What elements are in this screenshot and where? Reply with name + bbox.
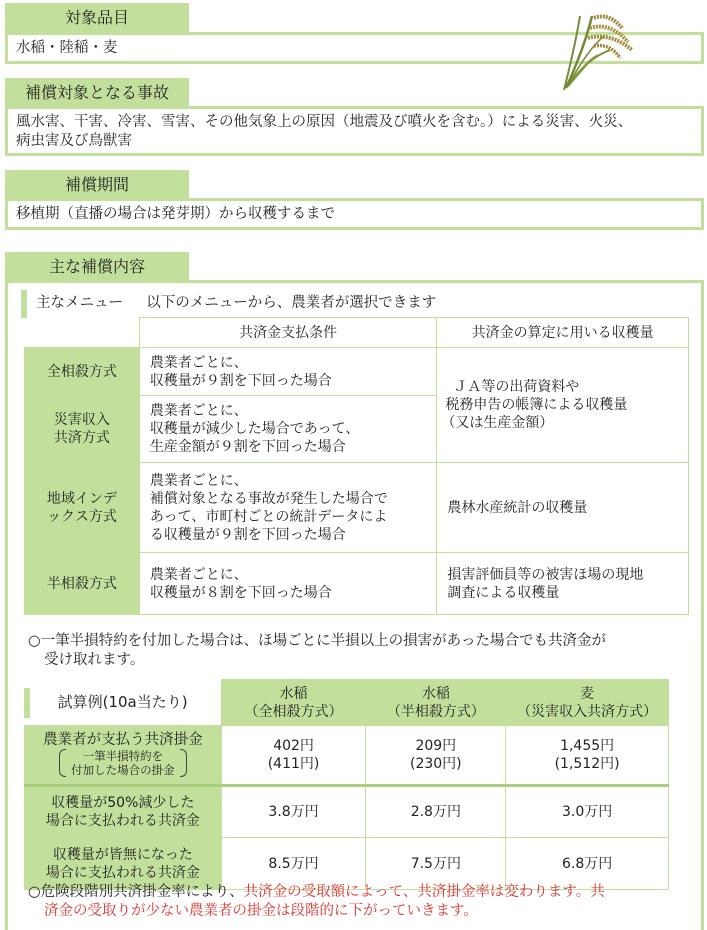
section-title-target-items: 対象品目 xyxy=(5,3,189,33)
row-label-line1: 収穫量が皆無になった xyxy=(52,846,193,863)
example-label: 試算例(10a当たり) xyxy=(57,693,188,712)
condition-line: 補償対象となる事故が発生した場合で xyxy=(149,490,388,507)
menu-label: 主なメニュー xyxy=(36,295,123,311)
name-line: 共済方式 xyxy=(53,430,110,446)
row-label-line2: 場合に支払われる共済金 xyxy=(45,864,200,881)
menu-row-full-offset xyxy=(25,348,689,396)
col-crop: 麦 xyxy=(580,685,595,702)
cell-value: 402円 xyxy=(273,738,314,754)
section-title-covered-accidents: 補償対象となる事故 xyxy=(5,78,189,108)
cell-subvalue: (230円) xyxy=(410,756,462,772)
rate-note-prefix: ○危険段階別共済掛金率により、 xyxy=(28,884,244,900)
calc-line: ＪＡ等の出荷資料や xyxy=(453,379,580,395)
menu-row-condition xyxy=(139,553,437,615)
menu-row-name xyxy=(25,396,140,463)
example-row-label xyxy=(25,726,222,786)
example-cell xyxy=(506,726,669,786)
menu-row-half-offset xyxy=(25,553,689,615)
coverage-period-text: 移植期（直播の場合は発芽期）から収穫するまで xyxy=(16,206,335,222)
row-label-line1: 収穫量が50%減少した xyxy=(51,795,195,811)
condition-line: 収穫量が９割を下回った場合 xyxy=(149,372,332,389)
example-col-header xyxy=(366,680,506,726)
covered-accidents-box xyxy=(5,106,704,156)
example-cell: 8.5万円 xyxy=(221,838,366,890)
condition-line: 農業者ごとに、 xyxy=(149,472,248,489)
name-line: ックス方式 xyxy=(46,508,117,525)
example-table xyxy=(24,679,669,890)
cell-subvalue: (411円) xyxy=(267,756,320,772)
example-cell: 2.8万円 xyxy=(366,786,506,838)
condition-line: 生産金額が９割を下回った場合 xyxy=(149,439,346,455)
example-cell xyxy=(221,726,366,786)
condition-line: 農業者ごとに、 xyxy=(149,354,248,371)
row-label-line2: 場合に支払われる共済金 xyxy=(45,813,200,829)
menu-row-calc xyxy=(437,463,689,553)
example-col-header xyxy=(506,680,669,726)
condition-line: る収穫量が９割を下回った場合 xyxy=(149,526,346,543)
condition-line: 農業者ごとに、 xyxy=(149,403,248,419)
calc-line: 損害評価員等の被害ほ場の現地 xyxy=(447,566,644,583)
rate-note-red-line1: 共済金の受取額によって、共済掛金率は変わります。共 xyxy=(243,884,605,900)
rate-note-red-line2: 済金の受取りが少ない農業者の掛金は段階的に下がっていきます。 xyxy=(44,903,478,919)
example-row-label xyxy=(25,786,222,838)
example-cell: 6.8万円 xyxy=(506,838,669,890)
menu-row-condition xyxy=(139,396,437,463)
menu-header-condition: 共済金支払条件 xyxy=(139,318,437,348)
section-title-main-coverage: 主な補償内容 xyxy=(5,252,189,284)
premium-sublabel-line1: 一筆半損特約を xyxy=(82,749,164,763)
example-col-header xyxy=(221,680,366,726)
col-method: （全相殺方式） xyxy=(244,703,343,720)
half-loss-note-line1: ○一筆半損特約を付加した場合は、ほ場ごとに半損以上の損害があった場合でも共済金が xyxy=(28,633,607,649)
example-row-label xyxy=(25,838,222,890)
col-method: （半相殺方式） xyxy=(386,703,485,720)
premium-label: 農業者が支払う共済掛金 xyxy=(43,732,203,748)
premium-sublabel-line2: 付加した場合の掛金 xyxy=(71,763,175,777)
coverage-period-box xyxy=(5,198,704,230)
example-row-premium xyxy=(25,726,669,786)
example-cell xyxy=(366,726,506,786)
condition-line: 収穫量が８割を下回った場合 xyxy=(149,584,332,601)
col-crop: 水稲 xyxy=(421,685,450,702)
covered-accidents-line1: 風水害、干害、冷害、雪害、その他気象上の原因（地震及び噴火を含む。）による災害、火災、 xyxy=(16,114,633,130)
section-title-coverage-period: 補償期間 xyxy=(5,170,189,200)
calc-line: 農林水産統計の収穫量 xyxy=(447,499,588,516)
menu-table xyxy=(24,317,689,615)
example-row-total-loss xyxy=(25,838,669,890)
condition-line: 収穫量が減少した場合であって、 xyxy=(149,421,360,437)
condition-line: 農業者ごとに、 xyxy=(149,566,248,583)
menu-shared-calc xyxy=(437,348,689,463)
menu-row-name xyxy=(25,463,140,553)
half-loss-note-line2: 受け取れます。 xyxy=(44,652,145,668)
example-cell: 3.0万円 xyxy=(506,786,669,838)
example-cell: 7.5万円 xyxy=(366,838,506,890)
example-cell: 3.8万円 xyxy=(221,786,366,838)
target-items-text: 水稲・陸稲・麦 xyxy=(16,40,118,56)
covered-accidents-line2: 病虫害及び鳥獣害 xyxy=(16,133,132,149)
menu-row-calc xyxy=(437,553,689,615)
cell-subvalue: (1,512円) xyxy=(554,756,620,772)
example-header-row xyxy=(25,680,669,726)
menu-row-name: 半相殺方式 xyxy=(25,553,140,615)
menu-row-regional-index xyxy=(25,463,689,553)
condition-line: あって、市町村ごとの統計データによ xyxy=(149,508,388,525)
cell-value: 209円 xyxy=(415,738,457,754)
menu-row-condition xyxy=(139,348,437,396)
menu-heading xyxy=(36,294,436,313)
menu-header-calc: 共済金の算定に用いる収穫量 xyxy=(437,318,689,348)
col-crop: 水稲 xyxy=(279,685,308,702)
name-line: 地域インデ xyxy=(46,490,117,507)
premium-sublabel xyxy=(57,749,189,777)
calc-line: 調査による収穫量 xyxy=(447,584,560,601)
example-row-50pct xyxy=(25,786,669,838)
cell-value: 1,455円 xyxy=(560,738,615,754)
menu-row-condition xyxy=(139,463,437,553)
col-method: （災害収入共済方式） xyxy=(517,703,658,720)
rice-plant-icon xyxy=(558,6,638,92)
menu-row-name: 全相殺方式 xyxy=(25,348,140,396)
half-loss-note xyxy=(28,632,606,670)
menu-table-header xyxy=(25,318,689,348)
calc-line: （又は生産金額） xyxy=(441,415,554,431)
menu-header-empty xyxy=(25,318,140,348)
menu-description: 以下のメニューから、農業者が選択できます xyxy=(146,295,437,311)
menu-marker xyxy=(21,290,27,318)
rate-note xyxy=(28,883,605,921)
name-line: 災害収入 xyxy=(53,412,110,428)
calc-line: 税務申告の帳簿による収穫量 xyxy=(445,397,628,413)
